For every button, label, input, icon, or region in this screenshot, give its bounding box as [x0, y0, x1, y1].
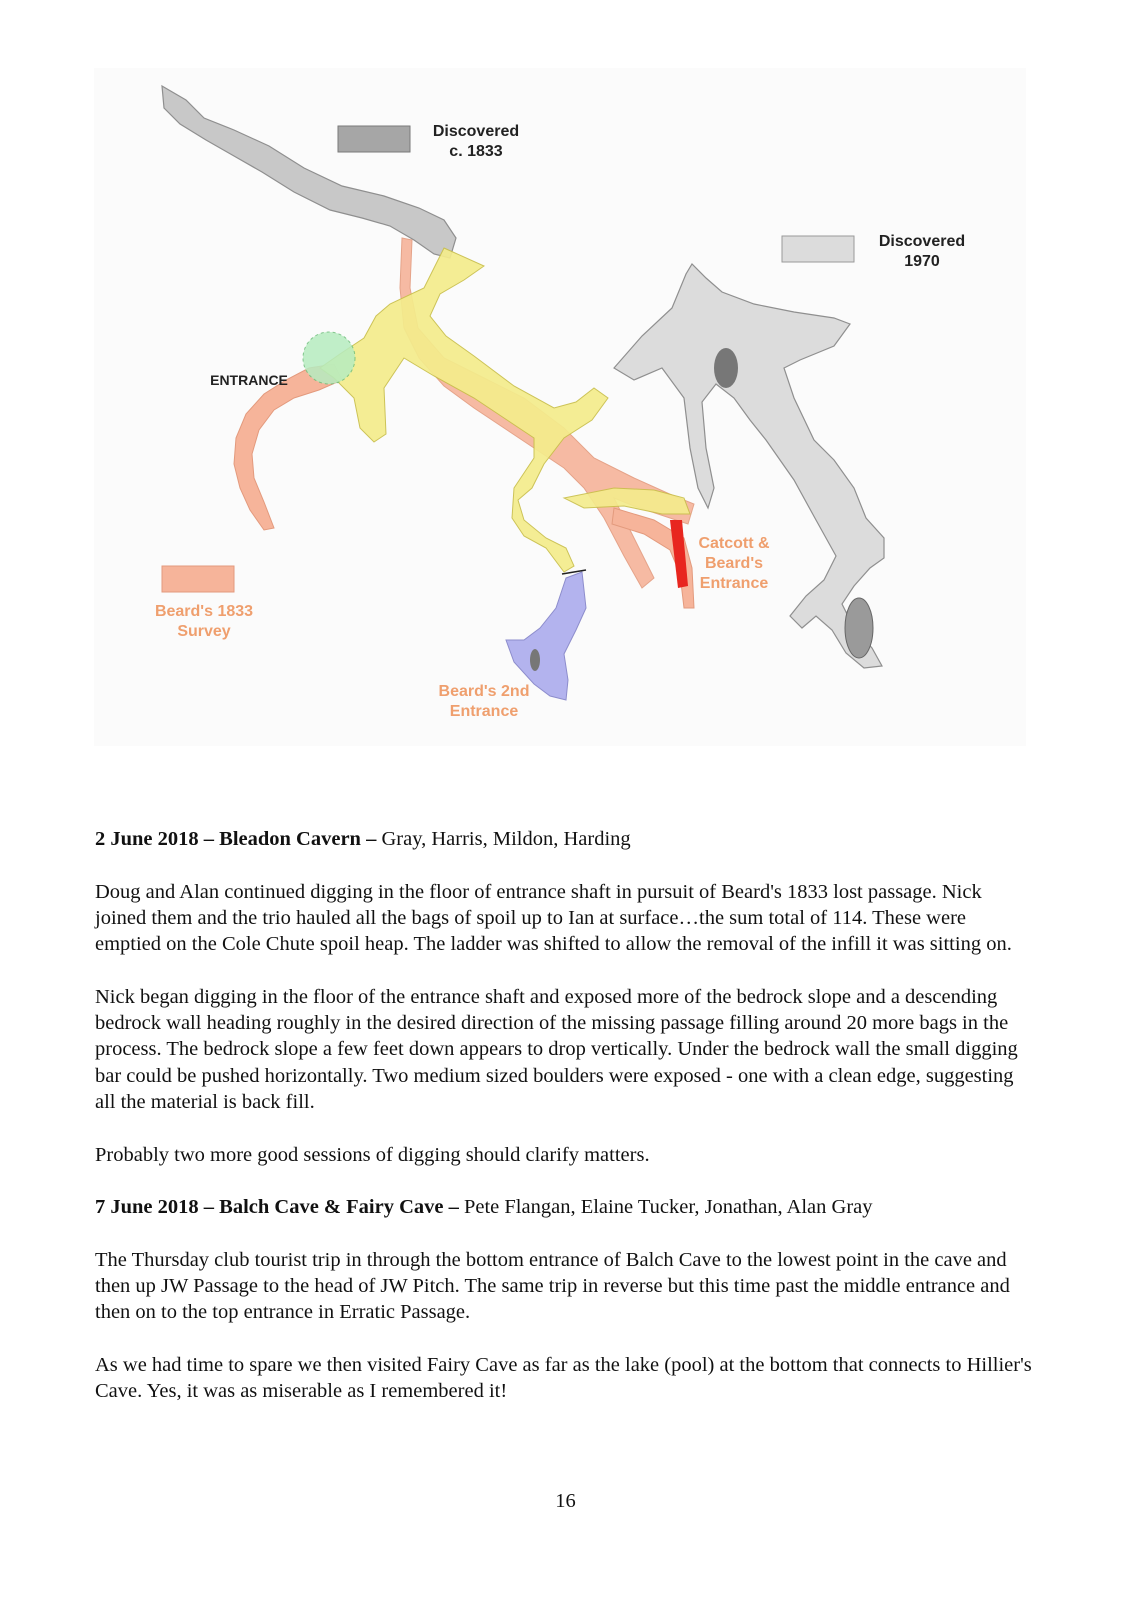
legend-swatch-1970: [782, 236, 854, 262]
boulder-choke-1970: [845, 598, 873, 658]
entry-paragraph: As we had time to spare we then visited Fairy Cave as far as the lake (pool) at the bottom that connects to Hillier's Cave. Yes, it was as miserable as I remembered it!: [95, 1353, 1032, 1403]
entry-paragraph: Probably two more good sessions of digging should clarify matters.: [95, 1143, 650, 1166]
legend-label-1970: Discovered 1970: [878, 233, 966, 270]
entry-date: 7 June 2018: [95, 1196, 199, 1219]
cave-survey-figure: [94, 68, 1026, 746]
legend-swatch-beard: [162, 566, 234, 592]
catcott-entrance-label: Catcott & Beard's Entrance: [698, 535, 770, 592]
log-text: [95, 826, 1035, 1431]
entry-paragraph: Nick began digging in the floor of the entrance shaft and exposed more of the bedrock slope and a descending bedrock wall heading roughly in the desired direction of the missing passage filling around 20 more bags in the process. The bedrock slope a few feet down appears to drop vertically. Under the bedrock wall the small digging bar could be pushed horizontally. Two medium sized boulders were exposed - one with a clean edge, suggesting all the material is back fill.: [95, 985, 1018, 1113]
pillar-1970: [714, 348, 738, 388]
entry-cave: Balch Cave & Fairy Cave: [219, 1196, 444, 1219]
passage-yellow-east: [564, 488, 690, 514]
legend-label-beard: Beard's 1833 Survey: [154, 603, 254, 640]
entrance-label: ENTRANCE: [210, 372, 288, 388]
page-number: 16: [555, 1490, 576, 1512]
legend-swatch-1833: [338, 126, 410, 152]
passage-beard-2nd-blue: [506, 572, 586, 700]
entrance-marker: [303, 332, 355, 384]
legend-label-1833: Discovered c. 1833: [432, 123, 520, 160]
entry-heading-2: 7 June 2018 – Balch Cave & Fairy Cave – Pete Flangan, Elaine Tucker, Jonathan, Alan Gray: [95, 1196, 873, 1219]
entry-people: Gray, Harris, Mildon, Harding: [381, 828, 631, 850]
passage-1833-grey: [162, 86, 456, 258]
beard-2nd-entrance-label: Beard's 2nd Entrance: [438, 683, 530, 720]
entry-heading-1: 2 June 2018 – Bleadon Cavern – Gray, Harris, Mildon, Harding: [95, 828, 631, 850]
entry-cave: Bleadon Cavern: [219, 828, 361, 850]
entry-paragraph: The Thursday club tourist trip in through the bottom entrance of Balch Cave to the lowest point in the cave and then up JW Passage to the head of JW Pitch. The same trip in reverse but this time past the middle entrance and then on to the top entrance in Erratic Passage.: [95, 1248, 1010, 1324]
entry-people: Pete Flangan, Elaine Tucker, Jonathan, Alan Gray: [463, 1196, 873, 1219]
boulder-blue: [530, 649, 540, 671]
entry-date: 2 June 2018: [95, 828, 199, 850]
cave-survey-map: [94, 68, 1026, 746]
passage-1970-grey: [614, 264, 884, 668]
entry-paragraph: Doug and Alan continued digging in the floor of entrance shaft in pursuit of Beard's 1833 lost passage. Nick joined them and the trio hauled all the bags of spoil up to Ian at surface…the sum total of 114. These were emptied on the Cole Chute spoil heap. The ladder was shifted to allow the removal of the infill it was sitting on.: [95, 880, 1012, 956]
passage-main-yellow: [320, 248, 608, 572]
